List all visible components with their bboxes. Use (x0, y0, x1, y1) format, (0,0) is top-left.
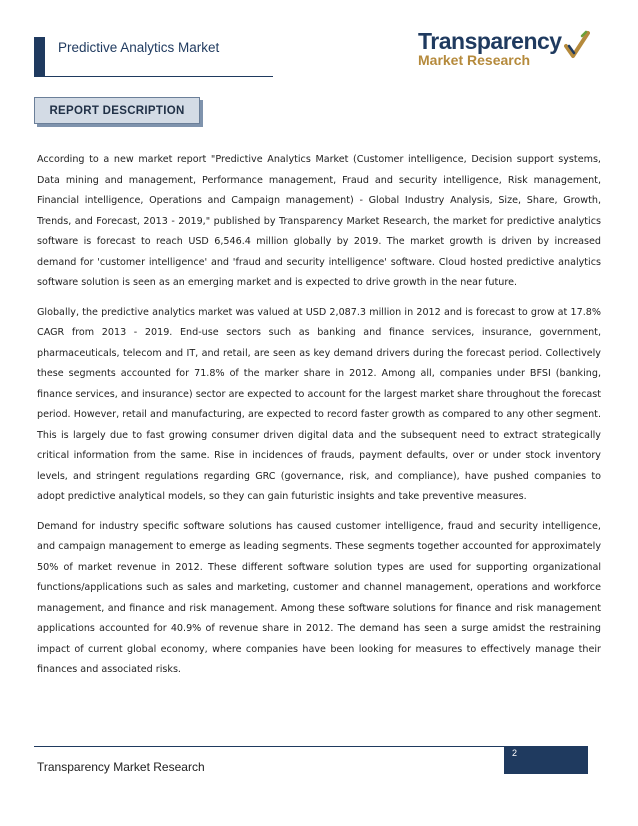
footer-divider (34, 746, 504, 747)
paragraph-segments: Demand for industry specific software solutions has caused customer intelligence, fraud and security intelligence, and campaign management to emerge as leading segments. These segments together accounted for approximately 50% of market revenue in 2012. These different software solution types are used for supporting organizational functions/applications such as sales and marketing, customer and channel management, operations and workforce management, and finance and risk management. Among these software solutions for finance and risk management applications accounted for 40.9% of revenue share in 2012. The demand has seen a surge amidst the restraining impact of current global economy, where companies have been looking for measures to effectively manage their finances and associated risks. (37, 520, 601, 675)
footer-company-name: Transparency Market Research (37, 760, 205, 774)
section-heading-box (34, 97, 200, 124)
section-heading: REPORT DESCRIPTION (49, 104, 185, 117)
logo-wordmark: Transparency (418, 28, 562, 54)
company-logo (418, 28, 590, 74)
report-body (37, 150, 601, 690)
logo-checkmark-icon (564, 30, 590, 60)
document-title: Predictive Analytics Market (58, 40, 220, 55)
paragraph-intro: According to a new market report "Predictive Analytics Market (Customer intelligence, Decision support systems, Data mining and management, Performance management, Fraud and security intelligence, Risk management, Financial intelligence, Operations and Campaign management) - Global Industry Analysis, Size, Share, Growth, Trends, and Forecast, 2013 - 2019," published by Transparency Market Research, the market for predictive analytics software is forecast to reach USD 6,546.4 million globally by 2019. The market growth is driven by increased demand for 'customer intelligence' and 'fraud and security intelligence' software. Cloud hosted predictive analytics software solution is seen as an emerging market and is expected to drive growth in the near future. (37, 154, 601, 288)
logo-subtitle: Market Research (418, 52, 531, 68)
paragraph-market-value: Globally, the predictive analytics market was valued at USD 2,087.3 million in 2012 and is forecast to grow at 17.8% CAGR from 2013 - 2019. End-use sectors such as banking and finance services, insurance, government, pharmaceuticals, telecom and IT, and retail, are seen as key demand drivers during the forecast period. Collectively these segments accounted for 71.8% of the marker share in 2012. Among all, companies under BFSI (banking, finance services, and insurance) sector are expected to account for the largest market share throughout the forecast period. However, retail and manufacturing, are expected to record faster growth as compared to any other segment. This is largely due to fast growing consumer driven digital data and the subsequent need to extract strategically critical information from the same. Rise in incidences of frauds, payment defaults, over or under stock inventory levels, and stringent regulations regarding GRC (governance, risk, and compliance), have pushed companies to adopt predictive analytical models, so they can gain futuristic insights and take preventive measures. (37, 306, 601, 502)
page-number-box (504, 746, 588, 774)
page-number: 2 (512, 748, 518, 758)
header-accent-bar (34, 37, 45, 77)
header-divider (34, 76, 273, 77)
